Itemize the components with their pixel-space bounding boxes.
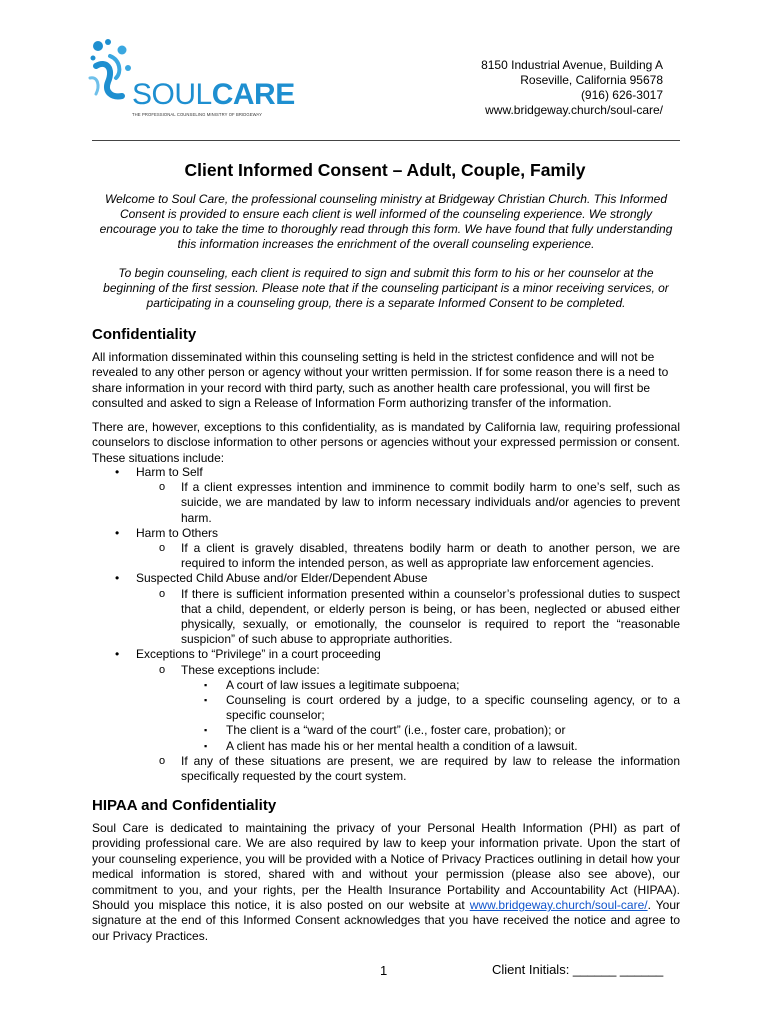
address-line: Roseville, California 95678 (520, 73, 663, 87)
hipaa-text: Soul Care is dedicated to maintaining the privacy of your Personal Health Information (PHI) as part of providing professional care. We are also required by law to keep your information private. Upon the start of your counseling experience, you will be provided with a Notice of Privacy Practices outlining in detail how your medical information is stored, shared with and without your permission (please also see above), our commitment to you, and your rights, per the Health Insurance Portability and Accountability Act (HIPAA). Should you misplace this notice, it is also posted on our website at (92, 821, 680, 913)
list-subitem: o If a client is gravely disabled, threatens bodily harm or death to another person, we are required to inform the intended person, as well as appropriate law enforcement agencies. (92, 541, 680, 571)
confidentiality-paragraph: All information disseminated within this counseling setting is held in the strictest confidence and will not be revealed to any other person or agency without your written permission. If for some reason there is a need to share information in your record with third party, such as another health care professional, you will first be consulted and asked to sign a Release of Information Form authorizing transfer of the information. (92, 350, 669, 411)
intro-paragraph: To begin counseling, each client is required to sign and submit this form to his or her counselor at the beginning of the first session. Please note that if the counseling participant is a minor receiving services, or participating in a counseling group, there is a separate Informed Consent to be completed. (103, 266, 669, 310)
list-item: • Harm to Self (92, 465, 680, 480)
exceptions-paragraph: There are, however, exceptions to this confidentiality, as is mandated by California law, requiring professional counselors to disclose information to other persons or agencies without your expressed permission or consent. These situations include: (92, 420, 680, 465)
privilege-point: ▪ Counseling is court ordered by a judge, to a specific counseling agency, or to a specific counselor; (92, 693, 680, 723)
document-title: Client Informed Consent – Adult, Couple, Family (184, 160, 586, 180)
brand-soul: SOUL (132, 78, 212, 111)
list-item: • Harm to Others (92, 526, 680, 541)
confidentiality-heading: Confidentiality (92, 326, 197, 343)
address-line: 8150 Industrial Avenue, Building A (481, 58, 663, 72)
exceptions-list (92, 465, 680, 784)
brand-tagline: THE PROFESSIONAL COUNSELING MINISTRY OF BRIDGEWAY (132, 112, 263, 117)
privilege-point: ▪ The client is a “ward of the court” (i.e., foster care, probation); or (92, 723, 680, 738)
phone-number: (916) 626-3017 (580, 88, 663, 102)
website: www.bridgeway.church/soul-care/ (485, 103, 663, 117)
soulcare-logo (88, 38, 295, 124)
hipaa-heading: HIPAA and Confidentiality (92, 797, 277, 814)
list-subitem: o If a client expresses intention and imminence to commit bodily harm to one’s self, such as suicide, we are mandated by law to inform necessary individuals and/or agencies to prevent harm. (92, 480, 680, 526)
intro-paragraph: Welcome to Soul Care, the professional counseling ministry at Bridgeway Christian Church. This Informed Consent is provided to ensure each client is well informed of the counseling experience. We strongly encourage you to take the time to thoroughly read through this form. We have found that fully understanding this information increases the enrichment of the overall counseling experience. (99, 192, 673, 251)
list-subitem: o If any of these situations are present, we are required by law to release the information specifically requested by the court system. (92, 754, 680, 784)
list-item: • Suspected Child Abuse and/or Elder/Dependent Abuse (92, 571, 680, 586)
list-subitem: o If there is sufficient information presented within a counselor’s professional duties to suspect that a child, dependent, or elderly person is being, or has been, neglected or abused either physically, sexually, or emotionally, the counselor is required to report the “reasonable suspicion” of such abuse to appropriate authorities. (92, 587, 680, 648)
address-block (481, 58, 663, 118)
client-initials: Client Initials: ______ ______ (492, 962, 664, 977)
list-subitem: o These exceptions include: (92, 663, 680, 678)
brand-wordmark (132, 80, 295, 110)
privilege-point: ▪ A court of law issues a legitimate subpoena; (92, 678, 680, 693)
website-link[interactable]: www.bridgeway.church/soul-care/ (469, 898, 648, 913)
header-divider (92, 140, 680, 141)
hipaa-text: . Your signature at the end of this Informed Consent acknowledges that you have received the notice and agree to our Privacy Practices. (92, 898, 680, 943)
hipaa-paragraph (92, 821, 680, 944)
privilege-point: ▪ A client has made his or her mental health a condition of a lawsuit. (92, 739, 680, 754)
page-number: 1 (380, 963, 388, 978)
list-item: • Exceptions to “Privilege” in a court proceeding (92, 647, 680, 662)
brand-care: CARE (211, 78, 295, 111)
